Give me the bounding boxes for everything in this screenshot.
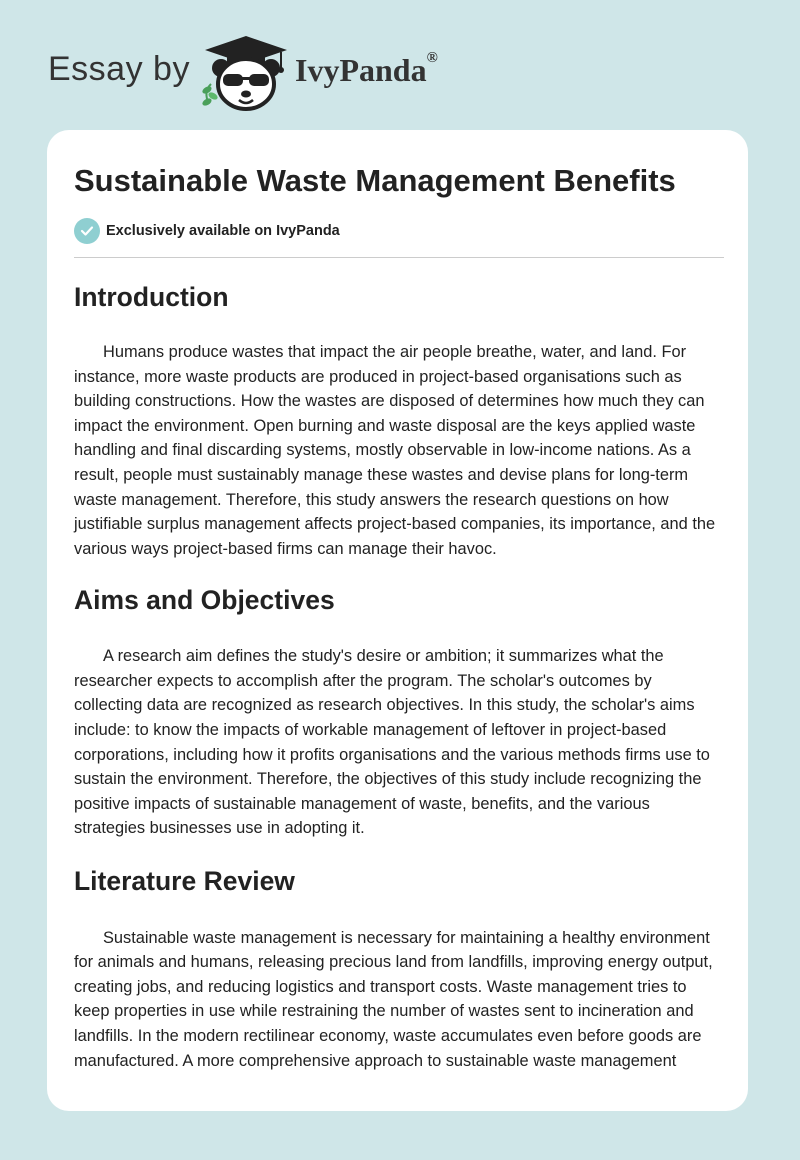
section-paragraph-literature-review: Sustainable waste management is necessary for maintaining a healthy environment for animals and humans, releasing precious land from landfills, improving energy output, creating jobs, and reducing logistics and transport costs. Waste management tries to keep properties in use while restraining the number of wastes sent to incineration and landfills. In the modern rectilinear economy, waste accumulates even before goods are manufactured. A more comprehensive approach to sustainable waste management xyxy=(74,928,713,1070)
essay-by-label: Essay by xyxy=(48,50,190,88)
page-title: Sustainable Waste Management Benefits xyxy=(74,163,676,198)
essay-card xyxy=(47,130,748,1111)
section-heading-aims: Aims and Objectives xyxy=(74,585,335,616)
ivypanda-logo-icon[interactable] xyxy=(201,34,291,112)
site-header xyxy=(48,30,748,110)
section-paragraph-introduction: Humans produce wastes that impact the air people breathe, water, and land. For instance, more waste products are produced in project-based organisations such as building constructions. How the wastes are disposed of determines how much they can impact the environment. Open burning and waste disposal are the keys applied waste handling and final discarding systems, mostly observable in low-income nations. As a result, people must sustainably manage these wastes and devise plans for long-term waste management. Therefore, this study answers the research questions on how justifiable surplus management affects project-based companies, its importance, and the various ways project-based firms can manage their havoc. xyxy=(74,342,716,558)
brand-name[interactable] xyxy=(295,52,438,89)
section-heading-introduction: Introduction xyxy=(74,282,229,313)
exclusive-badge xyxy=(74,218,724,244)
brand-text: IvyPanda xyxy=(295,52,427,88)
registered-mark: ® xyxy=(426,50,438,66)
section-paragraph-aims: A research aim defines the study's desire or ambition; it summarizes what the researcher expects to accomplish after the program. The scholar's outcomes by collecting data are recognized as research objectives. In this study, the scholar's aims include: to know the impacts of workable management of leftover in project-based corporations, including how it profits organisations and the various methods firms use to sustain the environment. Therefore, the objectives of this study include recognizing the positive impacts of sustainable management of waste, benefits, and the various strategies businesses use in adopting it. xyxy=(74,647,710,838)
section-heading-literature-review: Literature Review xyxy=(74,865,295,896)
exclusive-badge-text: Exclusively available on IvyPanda xyxy=(106,223,340,240)
title-divider xyxy=(74,257,724,258)
check-circle-icon xyxy=(74,218,100,244)
essay-content xyxy=(74,162,724,1073)
